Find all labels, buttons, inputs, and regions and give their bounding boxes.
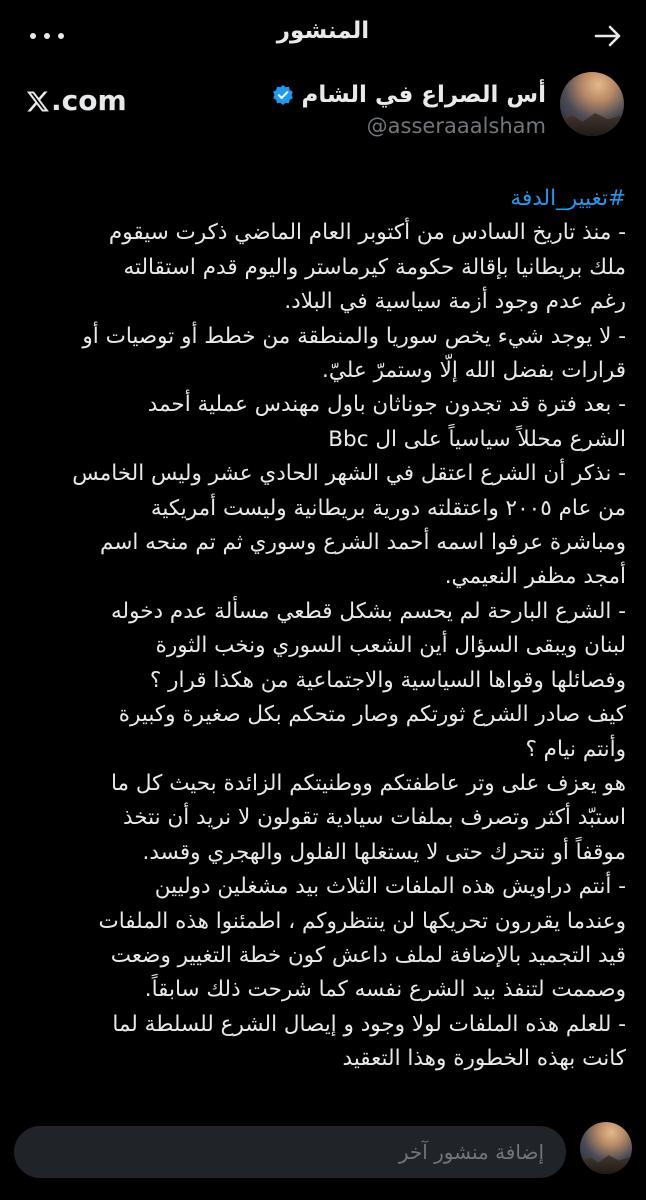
current-user-avatar[interactable] bbox=[580, 1122, 632, 1174]
author-name: أس الصراع في الشام bbox=[301, 82, 546, 108]
top-bar bbox=[0, 0, 646, 72]
avatar-landscape bbox=[580, 1153, 632, 1174]
post-line: وأنتم نيام ؟ bbox=[525, 736, 626, 762]
post-line: لبنان ويبقى السؤال أين الشعب السوري ونخب الثورة bbox=[155, 633, 626, 659]
post-line: وفصائلها وقواها السياسية والاجتماعية من هكذا قرار ؟ bbox=[149, 667, 626, 693]
post-line: قيد التجميد بالإضافة لملف داعش كون خطة التغيير وضعت bbox=[110, 942, 626, 968]
post-line: - الشرع البارحة لم يحسم بشكل قطعي مسألة عدم دخوله bbox=[111, 598, 626, 624]
post-line: قرارات بفضل الله إلّا وستمرّ عليّ. bbox=[322, 358, 626, 384]
post-line: - نذكر أن الشرع اعتقل في الشهر الحادي عشر وليس الخامس bbox=[72, 461, 626, 487]
watermark-label: .com bbox=[51, 84, 127, 117]
post-line: - منذ تاريخ السادس من أكتوبر العام الماضي ذكرت سيقوم bbox=[108, 220, 626, 246]
post-line: - بعد فترة قد تجدون جوناثان باول مهندس عملية أحمد bbox=[147, 392, 626, 418]
post-line: من عام ٢٠٠٥ واعتقلته دورية بريطانية وليست أمريكية bbox=[150, 495, 626, 521]
page-title: المنشور bbox=[276, 18, 370, 44]
author-name-row[interactable] bbox=[272, 82, 546, 108]
post-line: رغم عدم وجود أزمة سياسية في البلاد. bbox=[284, 289, 626, 315]
reply-bar bbox=[0, 1112, 646, 1200]
post-line: كانت بهذه الخطورة وهذا التعقيد bbox=[342, 1046, 626, 1072]
post-line: - أنتم دراويش هذه الملفات الثلاث بيد مشغلين دوليين bbox=[154, 874, 626, 900]
post-line: استبّد أكثر وتصرف بملفات سيادية تقولون لا نريد أن نتخذ bbox=[122, 805, 626, 831]
x-logo-icon bbox=[26, 89, 50, 113]
post-line: هو يعزف على وتر عاطفتكم ووطنيتكم الزائدة بحيث كل ما bbox=[110, 770, 626, 796]
post-line: كيف صادر الشرع ثورتكم وصار متحكم بكل صغيرة وكبيرة bbox=[118, 702, 626, 728]
post-body bbox=[20, 182, 626, 1112]
post-line: - لا يوجد شيء يخص سوريا والمنطقة من خطط أو توصيات أو bbox=[82, 323, 626, 349]
post-line: ملك بريطانيا بإقالة حكومة كيرماستر واليوم قدم استقالته bbox=[123, 254, 626, 280]
reply-input[interactable] bbox=[14, 1126, 566, 1178]
post-line: أمجد مظفر النعيمي. bbox=[444, 564, 626, 590]
author-handle[interactable]: @asseraaalsham bbox=[366, 114, 546, 138]
author-avatar[interactable] bbox=[560, 72, 624, 136]
author-row bbox=[0, 72, 646, 152]
back-arrow-icon[interactable] bbox=[592, 20, 624, 52]
post-line: وصممت لتنفذ بيد الشرع نفسه كما شرحت ذلك سابقاً. bbox=[144, 977, 626, 1003]
avatar-landscape bbox=[560, 110, 624, 136]
post-line: وعندما يقررون تحريكها لن ينتظروكم ، اطمئنوا هذه الملفات bbox=[98, 908, 626, 934]
hashtag-link[interactable]: #تغيير_الدفة bbox=[510, 186, 626, 211]
verified-badge-icon bbox=[272, 84, 294, 106]
x-com-watermark bbox=[26, 84, 127, 117]
post-line: الشرع محللاً سياسياً على ال Bbc bbox=[328, 426, 626, 452]
post-line: موقفاً أو نتحرك حتى لا يستغلها الفلول والهجري وقسد. bbox=[142, 839, 626, 865]
post-line: ومباشرة عرفوا اسمه أحمد الشرع وسوري ثم تم منحه اسم bbox=[100, 530, 626, 556]
post-line: - للعلم هذه الملفات لولا وجود و إيصال الشرع للسلطة لما bbox=[112, 1011, 626, 1037]
